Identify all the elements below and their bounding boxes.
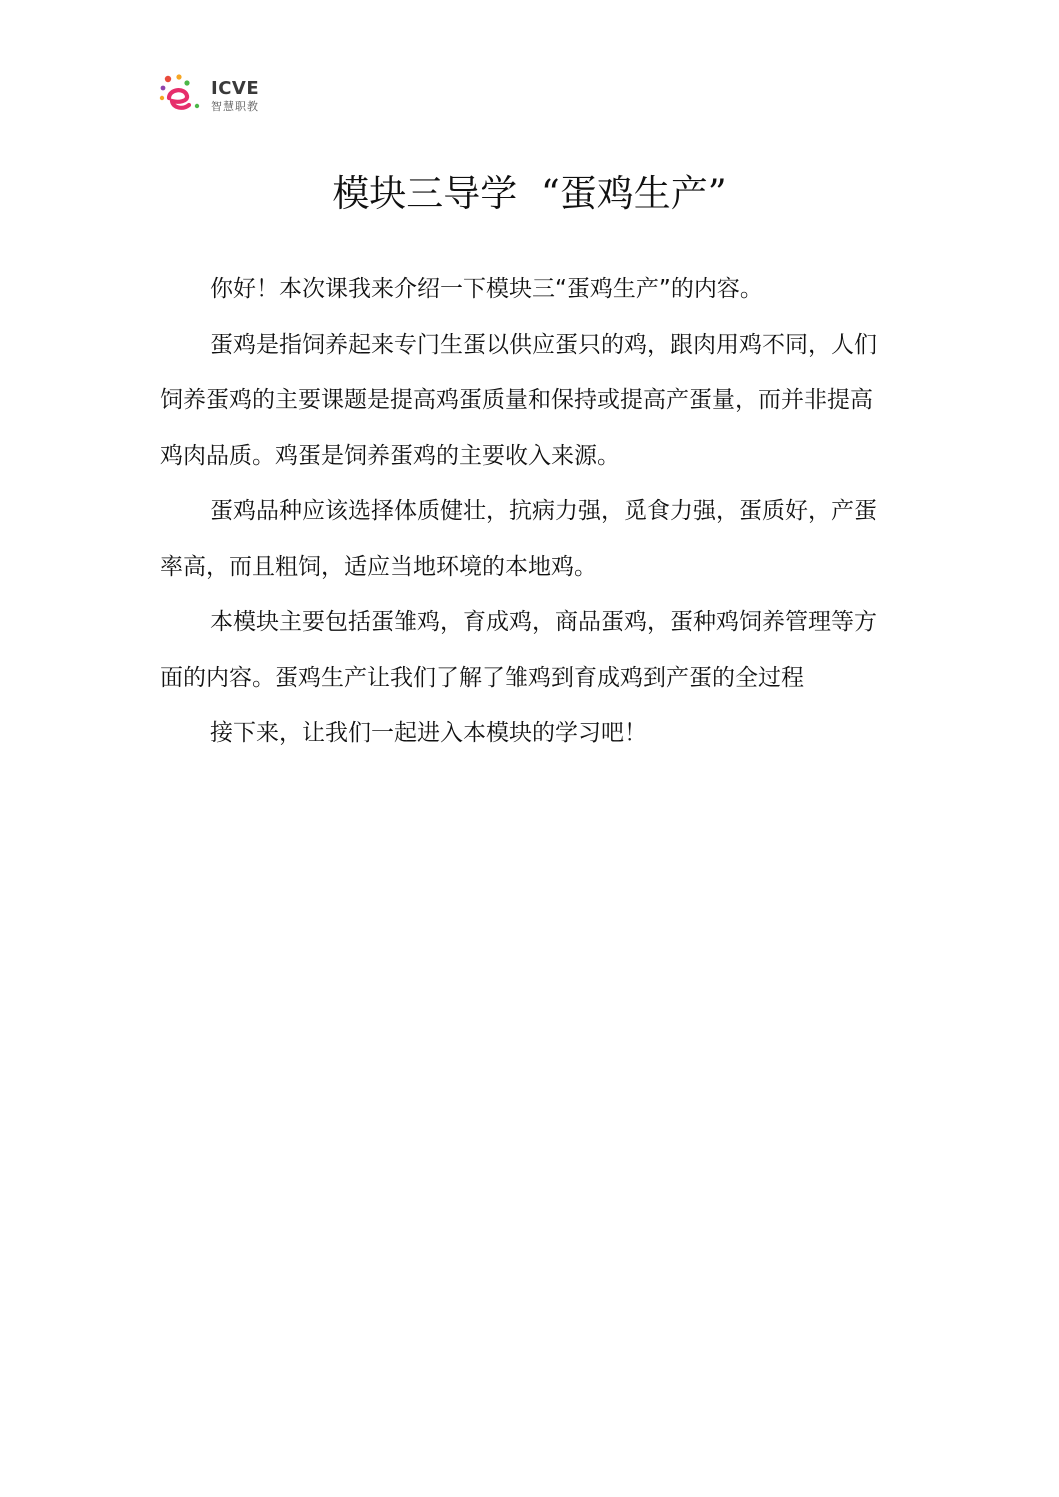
paragraph: 本模块主要包括蛋雏鸡，育成鸡，商品蛋鸡，蛋种鸡饲养管理等方面的内容。蛋鸡生产让我们了解了雏鸡到育成鸡到产蛋的全过程	[160, 609, 877, 691]
icve-logo	[159, 74, 269, 120]
paragraph: 你好！本次课我来介绍一下模块三“蛋鸡生产”的内容。	[210, 276, 763, 302]
paragraph: 蛋鸡品种应该选择体质健壮，抗病力强，觅食力强，蛋质好，产蛋率高，而且粗饲，适应当地环境的本地鸡。	[160, 498, 877, 580]
document-body	[160, 262, 884, 762]
page-title: 模块三导学 “蛋鸡生产”	[332, 172, 727, 215]
paragraph: 接下来，让我们一起进入本模块的学习吧！	[210, 720, 647, 746]
paragraph: 蛋鸡是指饲养起来专门生蛋以供应蛋只的鸡，跟肉用鸡不同，人们饲养蛋鸡的主要课题是提高鸡蛋质量和保持或提高产蛋量，而并非提高鸡肉品质。鸡蛋是饲养蛋鸡的主要收入来源。	[160, 331, 877, 469]
logo-wordmark: ICVE	[211, 78, 260, 99]
logo-subtitle: 智慧职教	[211, 100, 259, 113]
logo-mark-icon	[159, 74, 211, 120]
